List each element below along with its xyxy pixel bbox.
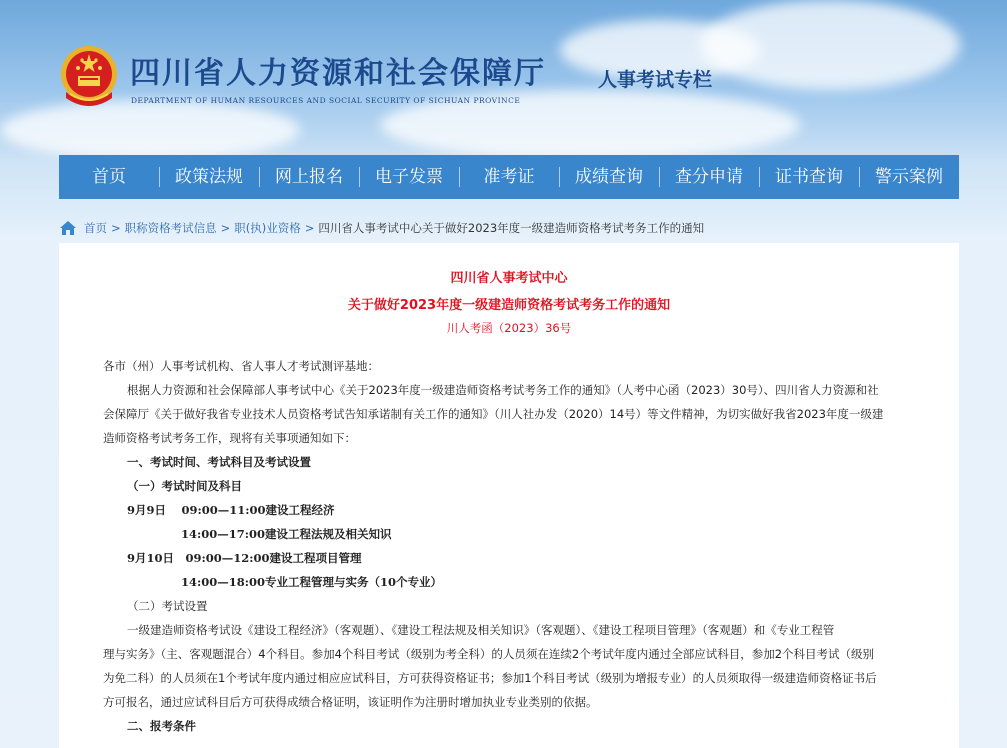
main-nav bbox=[59, 155, 959, 199]
settings-line: 方可报名，通过应试科目后方可获得成绩合格证明，该证明作为注册时增加执业专业类别的依据。 bbox=[103, 695, 598, 709]
breadcrumb-separator: > bbox=[304, 221, 315, 235]
breadcrumb-separator: > bbox=[220, 221, 231, 235]
breadcrumb-subcategory-link[interactable]: 职(执)业资格 bbox=[234, 221, 301, 235]
national-emblem-icon[interactable] bbox=[58, 44, 120, 110]
nav-item-registration[interactable]: 网上报名 bbox=[259, 155, 359, 199]
intro-line: 根据人力资源和社会保障部人事考试中心《关于2023年度一级建造师资格考试考务工作的通知》（人考中心函（2023）30号）、四川省人力资源和社 bbox=[127, 383, 879, 397]
nav-item-admission-ticket[interactable]: 准考证 bbox=[459, 155, 559, 199]
document-number: 川人考函（2023）36号 bbox=[446, 321, 572, 335]
section-heading: 二、报考条件 bbox=[127, 719, 196, 733]
nav-item-invoice[interactable]: 电子发票 bbox=[359, 155, 459, 199]
breadcrumb-category-link[interactable]: 职称资格考试信息 bbox=[124, 221, 217, 235]
article-panel bbox=[59, 243, 959, 748]
greeting: 各市（州）人事考试机构、省人事人才考试测评基地： bbox=[103, 359, 379, 373]
schedule-line: 9月10日 09:00—12:00建设工程项目管理 bbox=[127, 551, 362, 565]
article-title: 关于做好2023年度一级建造师资格考试考务工作的通知 bbox=[347, 298, 671, 313]
section-heading: 一、考试时间、考试科目及考试设置 bbox=[127, 455, 311, 469]
subsection-heading: （二）考试设置 bbox=[127, 599, 208, 613]
settings-line: 为免二科）的人员须在1个考试年度内通过相应应试科目，方可获得资格证书；参加1个科目考试（级别为增报专业）的人员须取得一级建造师资格证书后 bbox=[103, 671, 877, 685]
column-title: 人事考试专栏 bbox=[598, 69, 713, 91]
schedule-line: 9月9日 09:00—11:00建设工程经济 bbox=[127, 503, 335, 517]
nav-item-warning-cases[interactable]: 警示案例 bbox=[859, 155, 959, 199]
intro-line: 造师资格考试考务工作，现将有关事项通知如下： bbox=[103, 431, 356, 445]
intro-line: 会保障厅《关于做好我省专业技术人员资格考试告知承诺制有关工作的通知》（川人社办发（2020）14号）等文件精神，为切实做好我省2023年度一级建 bbox=[103, 407, 884, 421]
home-icon bbox=[60, 221, 76, 235]
nav-item-score-query[interactable]: 成绩查询 bbox=[559, 155, 659, 199]
site-subtitle: DEPARTMENT OF HUMAN RESOURCES AND SOCIAL SECURITY OF SICHUAN PROVINCE bbox=[131, 96, 521, 105]
site-header bbox=[0, 0, 1007, 150]
nav-item-policy[interactable]: 政策法规 bbox=[159, 155, 259, 199]
nav-item-home[interactable]: 首页 bbox=[92, 167, 126, 187]
article-title-issuer: 四川省人事考试中心 bbox=[450, 271, 568, 286]
breadcrumb-current: 四川省人事考试中心关于做好2023年度一级建造师资格考试考务工作的通知 bbox=[318, 221, 705, 235]
site-title: 四川省人力资源和社会保障厅 bbox=[130, 56, 546, 91]
breadcrumb-separator: > bbox=[111, 221, 121, 235]
nav-item-certificate-query[interactable]: 证书查询 bbox=[759, 155, 859, 199]
schedule-line: 14:00—18:00专业工程管理与实务（10个专业） bbox=[181, 575, 443, 589]
settings-line: 理与实务》（主、客观题混合）4个科目。参加4个科目考试（级别为考全科）的人员须在连续2个考试年度内通过全部应试科目，参加2个科目考试（级别 bbox=[103, 647, 875, 661]
breadcrumb bbox=[60, 219, 960, 237]
breadcrumb-home-link[interactable]: 首页 bbox=[84, 221, 107, 235]
schedule-line: 14:00—17:00建设工程法规及相关知识 bbox=[181, 527, 392, 541]
nav-item-score-review[interactable]: 查分申请 bbox=[659, 155, 759, 199]
subsection-heading: （一）考试时间及科目 bbox=[127, 479, 242, 493]
settings-line: 一级建造师资格考试设《建设工程经济》（客观题）、《建设工程法规及相关知识》（客观题）、《建设工程项目管理》（客观题）和《专业工程管 bbox=[127, 623, 835, 637]
